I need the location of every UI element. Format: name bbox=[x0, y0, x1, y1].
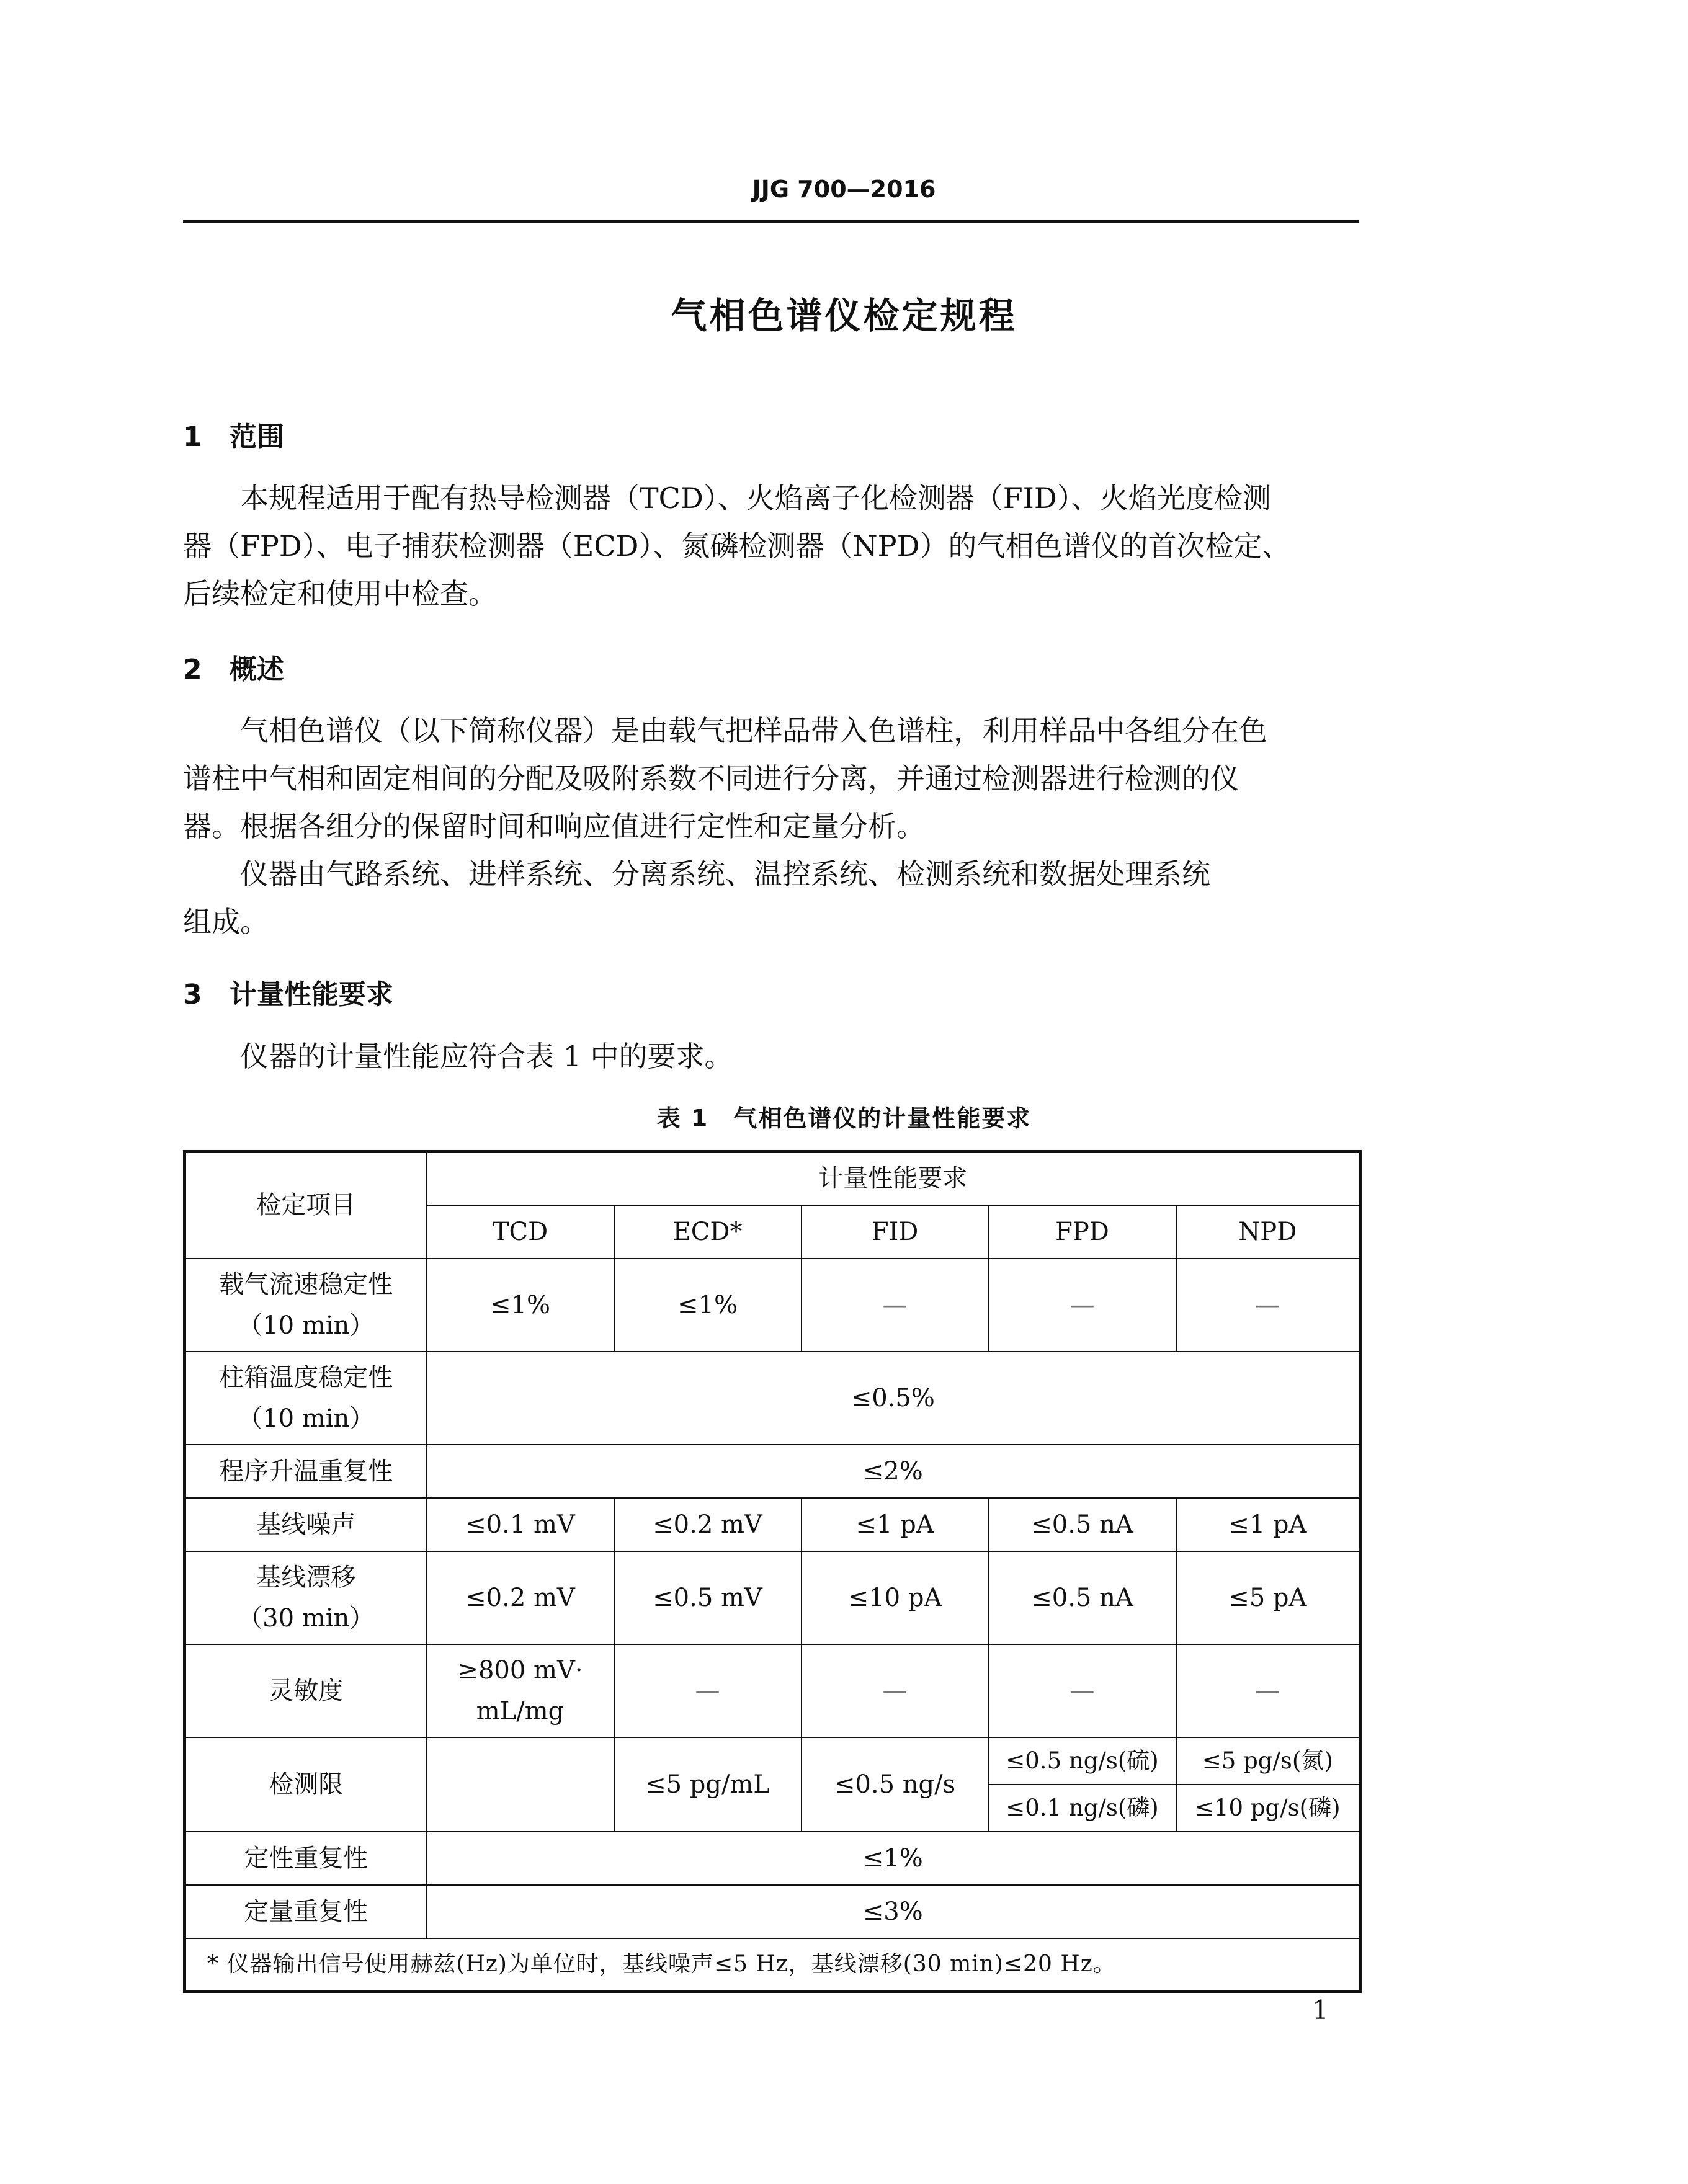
table-cell: — bbox=[989, 1644, 1176, 1737]
section-1-body bbox=[183, 475, 1359, 618]
table-cell: ≤2% bbox=[427, 1445, 1360, 1498]
table-header-row bbox=[185, 1152, 1360, 1205]
table-cell: ≤10 pg/s(磷) bbox=[1176, 1785, 1360, 1832]
table-cell: ≤10 pA bbox=[802, 1551, 989, 1644]
paragraph-line: 仪器由气路系统、进样系统、分离系统、温控系统、检测系统和数据处理系统 bbox=[240, 857, 1210, 891]
table-cell: ≤1 pA bbox=[802, 1498, 989, 1551]
section-title: 范围 bbox=[230, 421, 284, 453]
table-cell: ≤1% bbox=[614, 1259, 802, 1352]
section-title: 概述 bbox=[230, 654, 284, 685]
column-header: FPD bbox=[989, 1205, 1176, 1259]
section-2-heading bbox=[183, 647, 284, 687]
paragraph-line: 气相色谱仪（以下简称仪器）是由载气把样品带入色谱柱，利用样品中各组分在色 bbox=[240, 714, 1267, 747]
table-row bbox=[185, 1551, 1360, 1644]
table-cell: ≤0.1 mV bbox=[427, 1498, 614, 1551]
table-cell bbox=[427, 1737, 614, 1832]
table-row bbox=[185, 1352, 1360, 1445]
table-cell: — bbox=[802, 1644, 989, 1737]
section-2-body bbox=[183, 707, 1359, 946]
column-header: NPD bbox=[1176, 1205, 1360, 1259]
table-row bbox=[185, 1644, 1360, 1737]
item-header: 检定项目 bbox=[185, 1152, 427, 1259]
section-1-heading bbox=[183, 414, 284, 454]
table-cell: ≤0.5% bbox=[427, 1352, 1360, 1445]
paragraph-line: 谱柱中气相和固定相间的分配及吸附系数不同进行分离，并通过检测器进行检测的仪 bbox=[183, 762, 1239, 795]
table-cell: ≤0.1 ng/s(磷) bbox=[989, 1785, 1176, 1832]
table-cell: ≥800 mV· mL/mg bbox=[427, 1644, 614, 1737]
document-title: 气相色谱仪检定规程 bbox=[671, 295, 1017, 337]
table-cell: ≤1 pA bbox=[1176, 1498, 1360, 1551]
table-row bbox=[185, 1259, 1360, 1352]
paragraph-line: 组成。 bbox=[183, 905, 269, 938]
table-cell: ≤5 pg/mL bbox=[614, 1737, 802, 1832]
row-label: 柱箱温度稳定性 （10 min） bbox=[185, 1352, 427, 1445]
table-cell: ≤5 pg/s(氮) bbox=[1176, 1737, 1360, 1785]
table-cell: ≤0.5 ng/s bbox=[802, 1737, 989, 1832]
table-cell: ≤5 pA bbox=[1176, 1551, 1360, 1644]
running-header: JJG 700—2016 bbox=[752, 176, 936, 203]
table-cell: — bbox=[802, 1259, 989, 1352]
header-rule bbox=[183, 220, 1359, 223]
row-label: 定量重复性 bbox=[185, 1885, 427, 1938]
table-caption: 表 1 气相色谱仪的计量性能要求 bbox=[656, 1105, 1032, 1132]
row-label: 定性重复性 bbox=[185, 1832, 427, 1885]
table-row bbox=[185, 1445, 1360, 1498]
table-cell: — bbox=[1176, 1259, 1360, 1352]
column-header: ECD* bbox=[614, 1205, 802, 1259]
paragraph-line: 仪器的计量性能应符合表 1 中的要求。 bbox=[240, 1040, 733, 1073]
table-cell: ≤0.5 ng/s(硫) bbox=[989, 1737, 1176, 1785]
page-number: 1 bbox=[1312, 1995, 1329, 2025]
paragraph-line: 后续检定和使用中检查。 bbox=[183, 577, 497, 610]
column-header: TCD bbox=[427, 1205, 614, 1259]
section-3-heading bbox=[183, 972, 393, 1012]
group-header: 计量性能要求 bbox=[427, 1152, 1360, 1205]
table-row bbox=[185, 1737, 1360, 1785]
column-header: FID bbox=[802, 1205, 989, 1259]
table-cell: ≤3% bbox=[427, 1885, 1360, 1938]
row-label: 检测限 bbox=[185, 1737, 427, 1832]
table-cell: ≤1% bbox=[427, 1832, 1360, 1885]
section-number: 3 bbox=[183, 979, 202, 1010]
table-footnote: * 仪器输出信号使用赫兹(Hz)为单位时，基线噪声≤5 Hz，基线漂移(30 min)≤20 Hz。 bbox=[185, 1938, 1360, 1992]
row-label: 载气流速稳定性 （10 min） bbox=[185, 1259, 427, 1352]
table-cell: ≤0.2 mV bbox=[427, 1551, 614, 1644]
table-footnote-row bbox=[185, 1938, 1360, 1992]
section-3-body bbox=[183, 1033, 1359, 1081]
table-cell: ≤0.5 nA bbox=[989, 1498, 1176, 1551]
table-cell: — bbox=[989, 1259, 1176, 1352]
table-cell: — bbox=[614, 1644, 802, 1737]
paragraph-line: 器。根据各组分的保留时间和响应值进行定性和定量分析。 bbox=[183, 809, 925, 843]
table-cell: ≤0.2 mV bbox=[614, 1498, 802, 1551]
paragraph-line: 器（FPD）、电子捕获检测器（ECD）、氮磷检测器（NPD）的气相色谱仪的首次检定、 bbox=[183, 529, 1291, 563]
table-cell: ≤1% bbox=[427, 1259, 614, 1352]
table-cell: — bbox=[1176, 1644, 1360, 1737]
table-cell: ≤0.5 nA bbox=[989, 1551, 1176, 1644]
table-row bbox=[185, 1832, 1360, 1885]
section-number: 1 bbox=[183, 421, 202, 453]
section-number: 2 bbox=[183, 654, 202, 685]
paragraph-line: 本规程适用于配有热导检测器（TCD）、火焰离子化检测器（FID）、火焰光度检测 bbox=[240, 481, 1271, 515]
row-label: 灵敏度 bbox=[185, 1644, 427, 1737]
row-label: 基线漂移 （30 min） bbox=[185, 1551, 427, 1644]
table-row bbox=[185, 1498, 1360, 1551]
table-row bbox=[185, 1885, 1360, 1938]
row-label: 程序升温重复性 bbox=[185, 1445, 427, 1498]
row-label: 基线噪声 bbox=[185, 1498, 427, 1551]
performance-table bbox=[183, 1150, 1362, 1993]
section-title: 计量性能要求 bbox=[230, 979, 393, 1010]
table-cell: ≤0.5 mV bbox=[614, 1551, 802, 1644]
